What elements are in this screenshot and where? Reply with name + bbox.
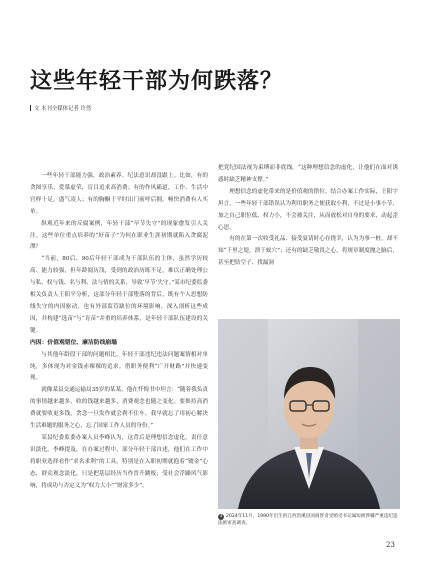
caption-number-badge: 3	[219, 514, 223, 519]
portrait-illustration	[218, 319, 400, 509]
article-byline	[30, 104, 91, 112]
page-number: 23	[386, 541, 395, 549]
article-title: 这些年轻干部为何跌落？	[30, 69, 284, 94]
paragraph: 纵观近年来的反腐案例，年轻干部“早节失守”的现象愈发引人关注。这些单位重点培养的“好苗子”为何在职业生涯初期就陷入贪腐泥潭？	[30, 220, 208, 251]
paragraph: 就像某县交通运输局35岁的某某，他在忏悔书中坦言：“随着我负责的事情越来越多，收的钱越来越多，消费观念也随之变化。要推持高消费就要收更多钱，贪念一旦发作就会刹不住车。我早就忘了用初心解决生活难题的服务之心，忘了国家工作人员的身份。”	[30, 387, 208, 430]
right-column	[218, 163, 398, 270]
portrait-photo	[218, 319, 400, 509]
paragraph: “当前，80后、90后年轻干部成为干部队伍的主体，虽然学历较高、能力较强，但年龄阅历浅，受到的政治历练不足，难以正确处理公与私、权与钱、名与利、法与情的关系，导致‘早节’失守。”某市纪委监委相关负责人王阳平分析，这部分年轻干部堕落的背后，既有个人思想防线失守的内因驱动，也有外部监管缺位的环境影响。深入剖析这些成因，并构建“选苗”与“育苗”并重的培养体系，是年轻干部队伍建设的关键。	[30, 256, 208, 334]
paragraph: 理想信念的虚化带来的是价值观的错位。结合办案工作实际，王阳宇坦言，一些年轻干部错误认为利用职务之便获取小利，不过是小事小节，加之自己职位低、权力小，不会被关注，从而放松对自身的要求，动起歪心思。	[218, 188, 398, 231]
paragraph-continued: 把党纪国法视为束缚而非底线。“这种理想信念的虚化，让他们在面对诱惑时缺乏精神支撑。”	[218, 165, 398, 183]
caption-text: 2024年11月，1990年出生的江西贵溪县国商涉贪受贿受书记属短被涉嫌严重违纪违法被审查调查。	[218, 514, 398, 526]
paragraph: 与其他年龄段干部的问题相比，年轻干部违纪违法问题案情相对单纯，多体现为对金钱赤裸裸的追求。借职务便利“广开财路”并快速变现。	[30, 351, 208, 382]
section-subhead: 内因：价值观错位、廉洁防线崩塌	[30, 339, 117, 346]
paragraph: 一些年轻干部能力强，政治素养、纪法意识却没跟上。比如，有的贪图享乐、爱慕虚荣，盲目追求高消费；有的作风霸道，工作、生活中官样十足，盛气凌人；有的胸酮于平时出门前呼后拥，畅快消费有人买单。	[30, 173, 208, 215]
photo-caption	[218, 513, 400, 527]
left-column	[30, 171, 208, 492]
paragraph: 某县纪委监委办案人员李峰认为，这背后是理想信念虚化，责任意识淡化。李峰提及，在办案过程中，部分年轻干部自述，他们在工作中将职业选择看作“求名求利”的工具。特别是在入职初期就抱着“镀金”心态，群众观念淡化，只是把基层经历当作晋升跳板；受社会浮躁风气影响，将成功与否定义为“权力大小”“财富多少”。	[30, 434, 208, 489]
byline-text: 文 本刊全媒体记者 许然	[34, 106, 92, 112]
paragraph: 有的在第一次收受礼品、接受宴请时心存侥幸，认为为事一桩，却不知“千里之堤，溃于蚁穴”；还有的缺乏敬畏之心，将规章制度抛之脑后，甚至把钻空子、找漏洞	[218, 236, 398, 267]
byline-divider	[30, 105, 31, 111]
